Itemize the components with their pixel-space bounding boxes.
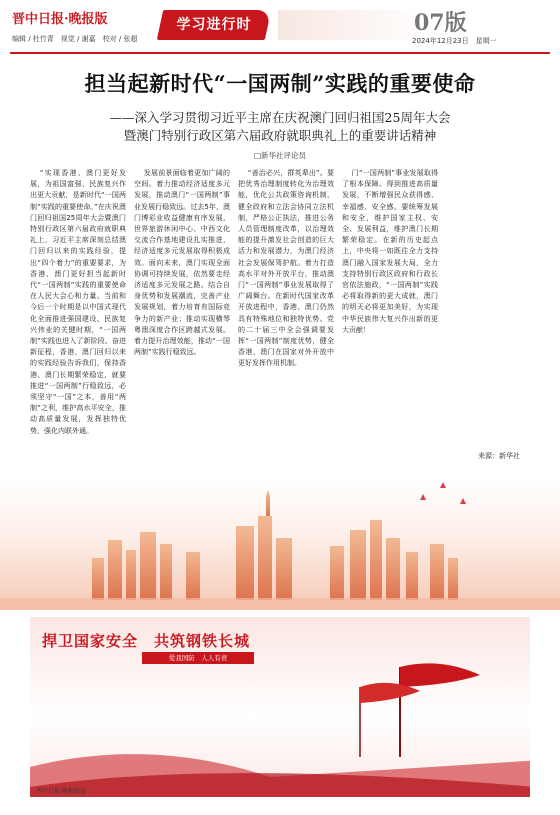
masthead-rule	[10, 52, 550, 54]
newspaper-logo: 晋中日报·晚报版	[12, 12, 108, 27]
article-column-4	[342, 168, 438, 480]
article-subtitle-1: ——深入学习贯彻习近平主席在庆祝澳门回归祖国25周年大会	[109, 110, 451, 125]
poster-credit: 晋中日报·晚报版宣	[36, 788, 86, 795]
section-tab	[157, 10, 271, 40]
article-byline: □新华社评论员	[253, 151, 307, 160]
poster-title: 捍卫国家安全 共筑钢铁长城	[42, 632, 251, 650]
article-paragraph: 门“一国两制”事业发展取得了根本保障。得到推进高质量发展，不断增强民众获得感、幸福感、安全感。要统筹发展和安全，维护国家主权、安全、发展利益，维护澳门长期繁荣稳定。在新的历史起点上，中央将一如既往全力支持澳门融入国家发展大局，全力支持特别行政区政府和行政长官依法施政，“一国两制”实践必将取得新的更大成就，澳门的明天必将更加美好，为实现中华民族伟大复兴作出新的更大贡献！	[342, 169, 438, 334]
article-paragraph: 发展前景面临着更加广阔的空间。着力推动经济适度多元发展，推动澳门“一国两制”事业发展行稳致远。过去5年，澳门博彩业收益健康有序发展，世界旅游休闲中心、中西文化交流合作基地建设扎实推进，经济适度多元发展取得积极成效。面向未来，澳门实现全面协调可持续发展，依然要走经济适度多元发展之路。结合自身优势和发展潮流，完善产业发展规划，着力培育有国际竞争力的新产业；推动实现横琴粤澳深度合作区跨越式发展。着力提升治理效能，推动“一国两制”实践行稳致远。	[134, 169, 230, 357]
masthead-decoration	[278, 10, 428, 40]
national-security-poster	[30, 617, 530, 797]
article-source: 来源：新华社	[478, 452, 520, 460]
editorial-staff: 编辑 / 杜竹青 视觉 / 谢嘉 校对 / 张超	[12, 35, 138, 43]
section-label: 学习进行时	[176, 17, 252, 33]
flag-illustration	[300, 657, 500, 757]
article-body	[30, 168, 530, 480]
article-headline: 担当起新时代“一国两制”实践的重要使命	[84, 71, 476, 96]
edition-number: 07版	[414, 10, 467, 36]
poster-ribbon: 爱我国防 人人有责	[142, 652, 254, 664]
article-column-1	[30, 168, 126, 480]
publication-date: 2024年12月23日 星期一	[412, 37, 497, 45]
article-column-3	[238, 168, 334, 480]
article-paragraph: “实现香港、澳门更好发展，为祖国富强、民族复兴作出更大贡献，是新时代“一国两制”实践的重要使命。”在庆祝澳门回归祖国25周年大会暨澳门特别行政区第六届政府就职典礼上，习近平主席深刻总结澳门回归以来的实践经验，提出“四个着力”的重要要求，为香港、澳门更好担当起新时代“一国两制”实践的重要使命在人民大会心和力量。当前和今后一个时期是以中国式现代化全面推进强国建设、民族复兴伟业的关键时期，“一国两制”实践也进入了新阶段。奋进新征程，香港、澳门回归以来的实践经验告诉我们，保持香港、澳门长期繁荣稳定，就要推进“一国两制”行稳致远，必须坚守“一国”之本，善用“两制”之利，维护高水平安全，推动高质量发展，发挥独特优势，强化内联外通。	[30, 169, 126, 435]
article-column-2	[134, 168, 230, 480]
masthead	[10, 6, 550, 52]
article-paragraph: “善治必兴，群英辈出”。要把优秀治理制度转化为治理效能，优化公共政策咨询机制，健全政府和立法会协同立法机制，严格公正执法，推进公务人员管理制度改革，以治理效能的提升激发社会创造的巨大活力和发展潜力，为澳门经济社会发展保驾护航。着力打造高水平对外开放平台，推动澳门“一国两制”事业发展取得了广阔舞台。在新时代国家改革开放进程中，香港、澳门仍然具有特殊地位和独特优势。党的二十届三中全会强调要发挥“一国两制”制度优势，健全香港、澳门在国家对外开放中更好发挥作用机制。	[238, 169, 334, 368]
article-subtitle-2: 暨澳门特别行政区第六届政府就职典礼上的重要讲话精神	[123, 128, 437, 143]
